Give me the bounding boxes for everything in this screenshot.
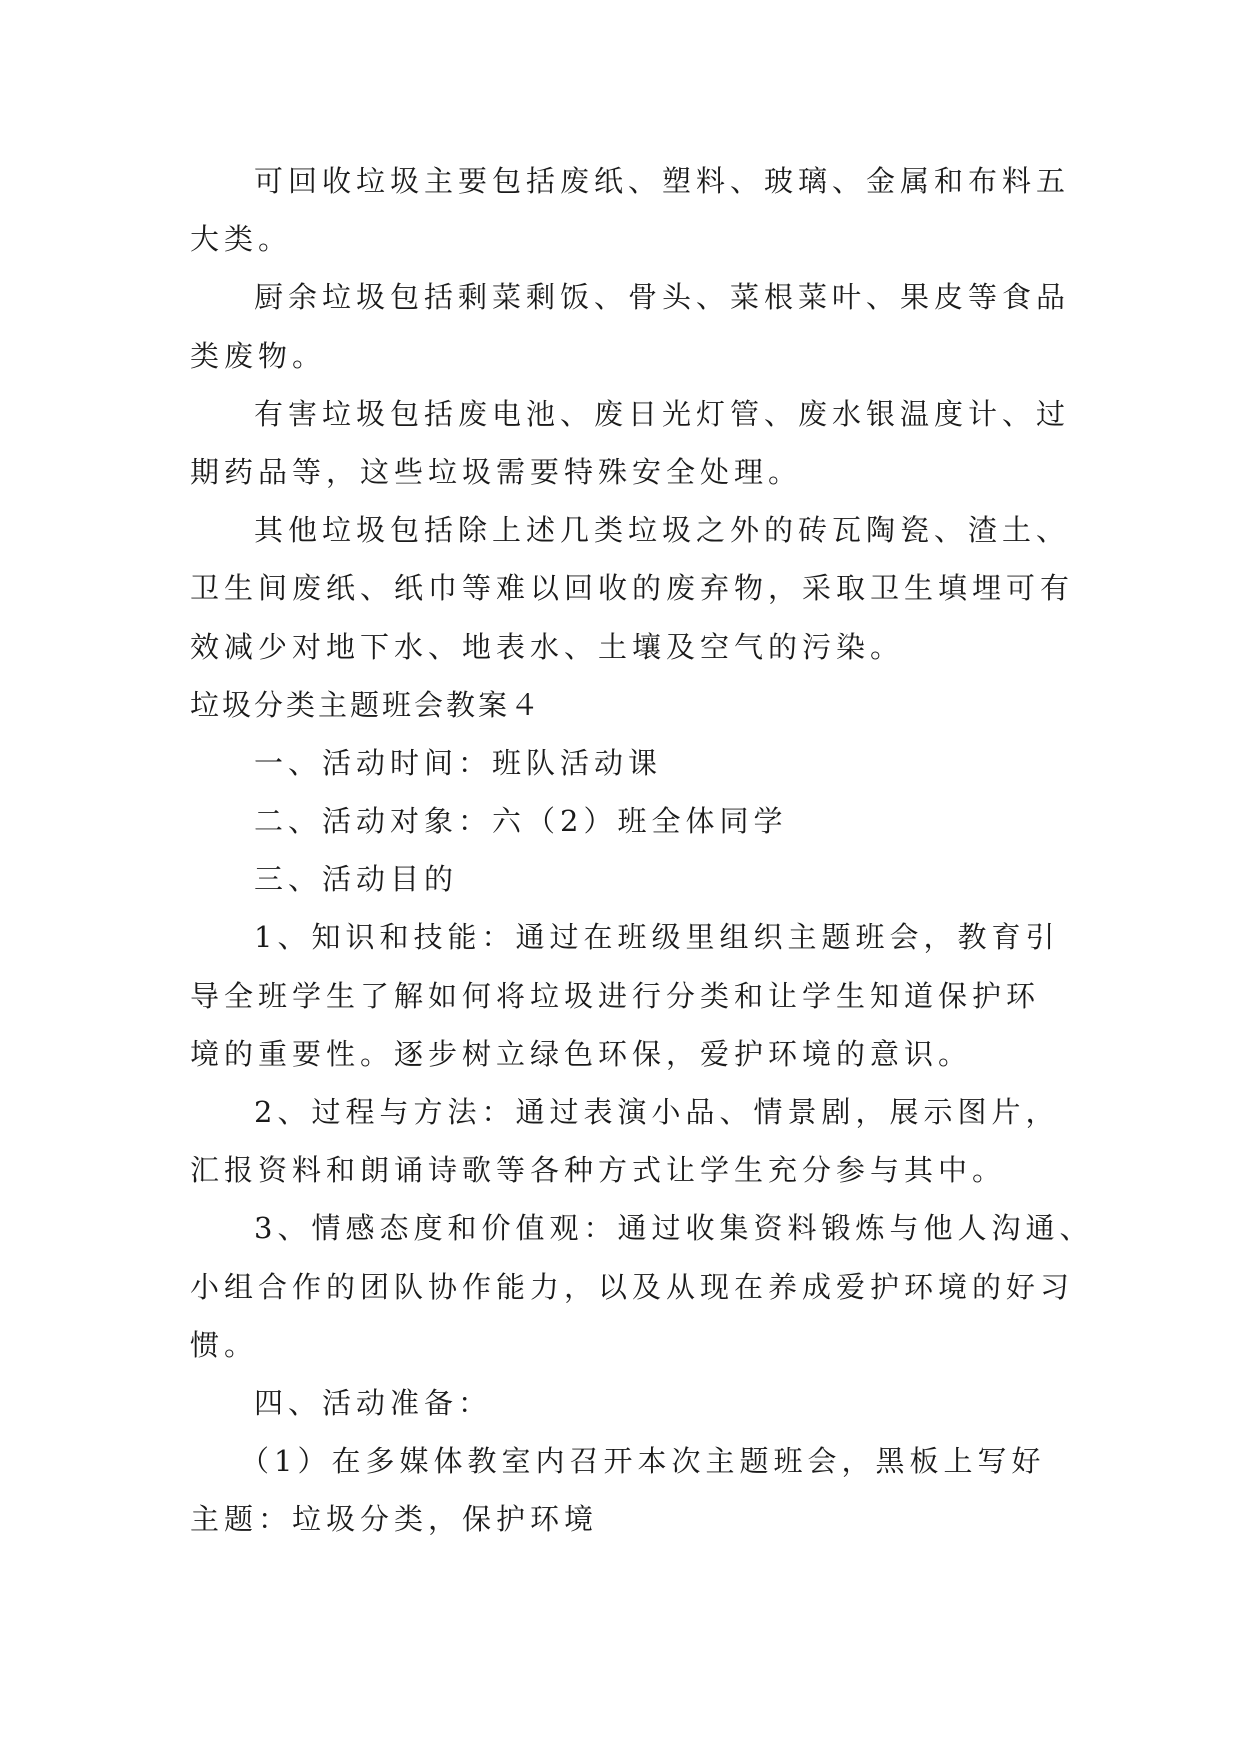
paragraph-line: 效减少对地下水、地表水、土壤及空气的污染。 — [190, 629, 905, 664]
paragraph-line: 二、活动对象：六（2）班全体同学 — [254, 804, 788, 839]
paragraph-line: 主题：垃圾分类，保护环境 — [190, 1502, 599, 1537]
paragraph-line: 类废物。 — [190, 338, 327, 373]
paragraph-line: 导全班学生了解如何将垃圾进行分类和让学生知道保护环 — [190, 978, 1041, 1013]
paragraph-line: 厨余垃圾包括剩菜剩饭、骨头、菜根菜叶、果皮等食品 — [254, 280, 1071, 315]
paragraph-line: 有害垃圾包括废电池、废日光灯管、废水银温度计、过 — [254, 396, 1071, 431]
paragraph-line: 其他垃圾包括除上述几类垃圾之外的砖瓦陶瓷、渣土、 — [254, 513, 1071, 548]
document-page — [190, 152, 1094, 1549]
paragraph-line: 2、过程与方法：通过表演小品、情景剧，展示图片， — [254, 1095, 1060, 1129]
paragraph-line: 汇报资料和朗诵诗歌等各种方式让学生充分参与其中。 — [190, 1153, 1007, 1188]
paragraph-line: （1）在多媒体教室内召开本次主题班会，黑板上写好 — [240, 1444, 1046, 1479]
paragraph-line: 四、活动准备： — [254, 1385, 493, 1420]
section-heading: 垃圾分类主题班会教案４ — [190, 687, 543, 722]
paragraph-line: 境的重要性。逐步树立绿色环保，爱护环境的意识。 — [190, 1036, 973, 1071]
paragraph-line: 1、知识和技能：通过在班级里组织主题班会，教育引 — [254, 920, 1060, 955]
paragraph-line: 卫生间废纸、纸巾等难以回收的废弃物，采取卫生填埋可有 — [190, 571, 1075, 606]
paragraph-line: 一、活动时间：班队活动课 — [254, 745, 663, 780]
paragraph-line: 大类。 — [190, 222, 293, 257]
paragraph-line: 三、活动目的 — [254, 862, 459, 897]
paragraph-line: 期药品等，这些垃圾需要特殊安全处理。 — [190, 454, 803, 489]
paragraph-line: 小组合作的团队协作能力，以及从现在养成爱护环境的好习 — [190, 1269, 1075, 1304]
paragraph-line: 可回收垃圾主要包括废纸、塑料、玻璃、金属和布料五 — [254, 164, 1071, 198]
paragraph-line: 3、情感态度和价值观：通过收集资料锻炼与他人沟通、 — [254, 1211, 1094, 1246]
paragraph-line: 惯。 — [190, 1327, 259, 1362]
